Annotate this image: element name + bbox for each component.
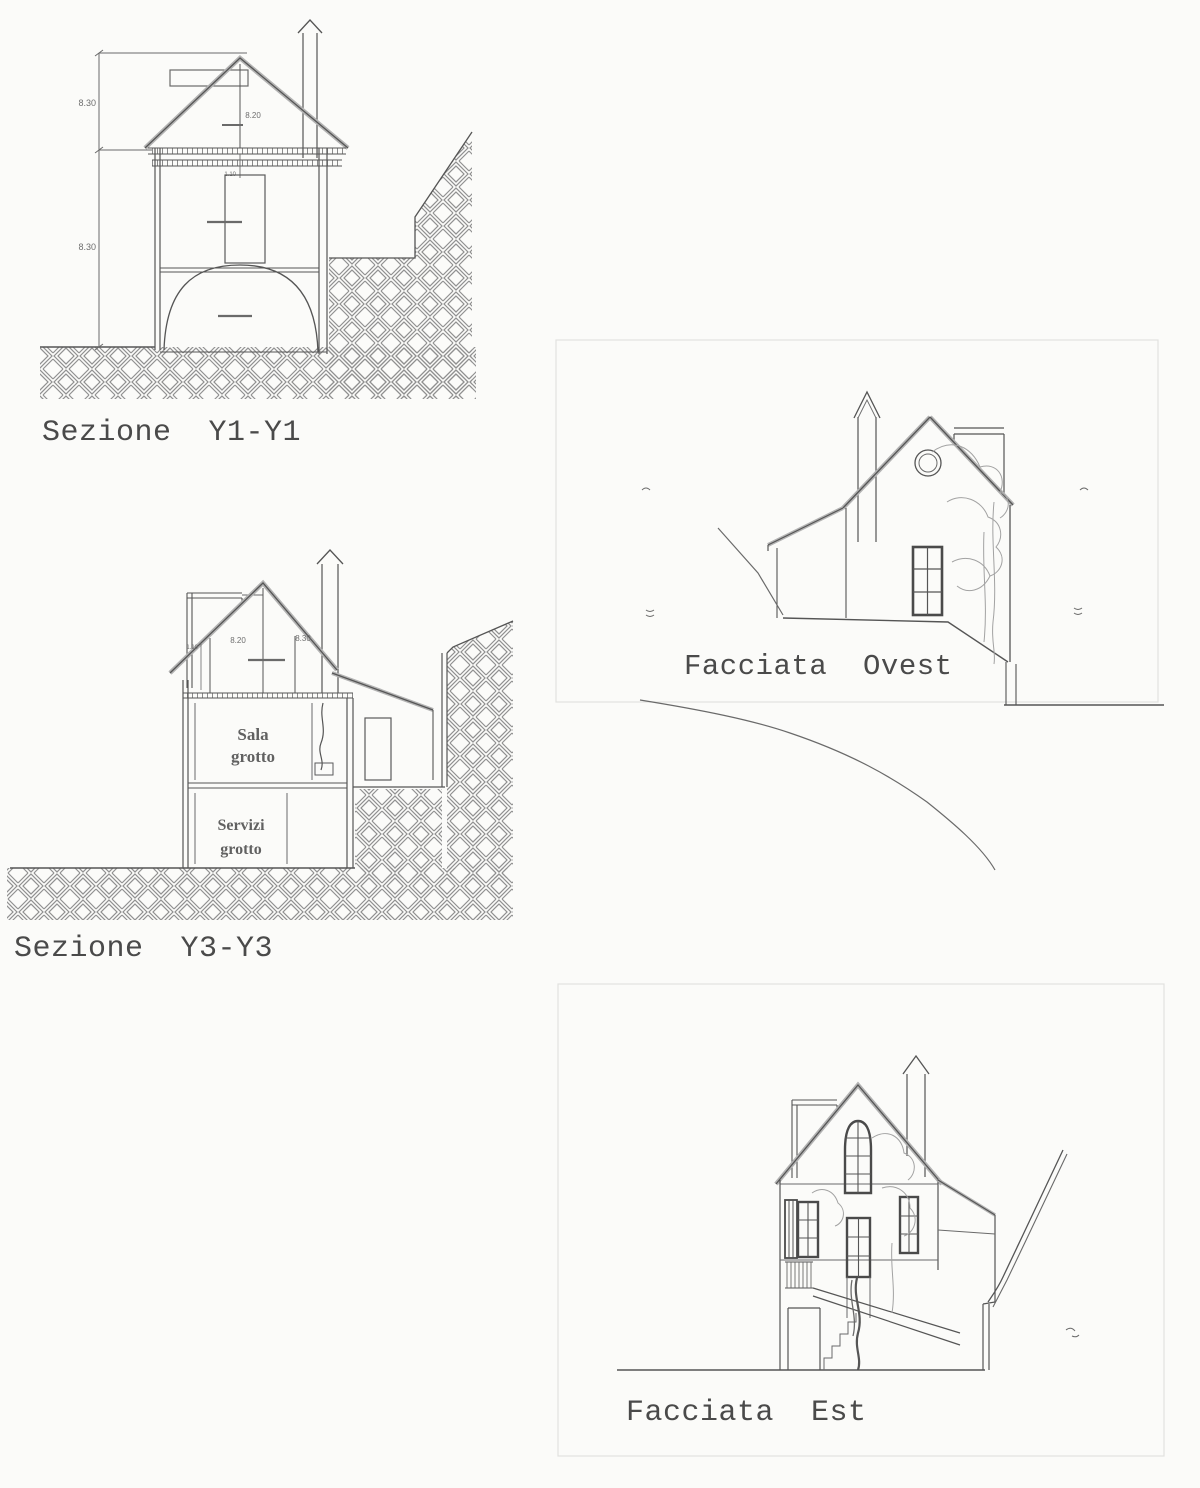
walls	[183, 680, 353, 868]
room-label-servizi-line2: grotto	[220, 841, 262, 858]
room-sala-grotto	[188, 703, 347, 788]
attic-floor	[183, 693, 353, 698]
vegetation	[932, 445, 1008, 664]
sezione-y3-drawing	[5, 548, 515, 976]
terrace-and-stairs	[785, 1262, 960, 1370]
dim-ridge-right: 8.30	[295, 634, 311, 643]
dim-left-lower: 8.30	[78, 242, 96, 252]
middle-floor	[160, 175, 319, 272]
annex	[938, 1180, 995, 1302]
rear-chimney	[954, 428, 1004, 494]
ground-hatch	[7, 621, 513, 920]
dimension-lines	[78, 50, 247, 350]
dim-eave: 1.10	[224, 172, 236, 178]
roof	[768, 417, 1013, 551]
house-section	[145, 20, 348, 354]
scan-edge	[556, 340, 1158, 702]
left-window	[798, 1202, 818, 1257]
arched-window	[845, 1121, 871, 1193]
label-facciata-est: Facciata Est	[626, 1396, 867, 1430]
chimney	[317, 550, 343, 693]
dim-eave: 1.10	[186, 645, 198, 651]
roof	[170, 583, 433, 710]
round-window	[915, 450, 941, 476]
narrow-shuttered-window	[785, 1200, 797, 1258]
parapet-wall	[187, 593, 263, 688]
scan-mark	[1066, 1328, 1079, 1337]
room-label-sala-line1: Sala	[237, 725, 269, 744]
tall-window	[913, 547, 942, 615]
label-sezione-y1: Sezione Y1-Y1	[42, 416, 302, 450]
ground-hatch	[40, 132, 476, 399]
facciata-ovest-drawing	[552, 332, 1177, 887]
basement-vault	[160, 265, 327, 352]
label-sezione-y3: Sezione Y3-Y3	[14, 932, 274, 966]
room-label-sala-line2: grotto	[230, 747, 276, 766]
figure-facciata-ovest	[552, 332, 1177, 887]
dim-ridge: 8.20	[245, 111, 261, 120]
label-facciata-ovest: Facciata Ovest	[684, 650, 953, 683]
annex	[353, 710, 445, 787]
scan-edge	[558, 984, 1164, 1456]
dim-ridge-left: 8.20	[230, 636, 246, 645]
room-label-servizi-line1: Servizi	[217, 817, 265, 834]
chimney	[298, 20, 322, 158]
figure-sezione-y1	[40, 18, 490, 410]
right-window	[900, 1197, 918, 1253]
scan-marks	[642, 488, 1088, 617]
parapet-wall	[170, 70, 248, 86]
chimney	[854, 392, 880, 542]
walls	[155, 148, 327, 354]
chimney	[903, 1056, 929, 1177]
sezione-y1-drawing	[40, 18, 490, 410]
dim-left-upper: 8.30	[78, 98, 96, 108]
attic-floor	[148, 148, 346, 178]
room-servizi-grotto	[195, 793, 287, 864]
figure-sezione-y3	[5, 548, 515, 976]
